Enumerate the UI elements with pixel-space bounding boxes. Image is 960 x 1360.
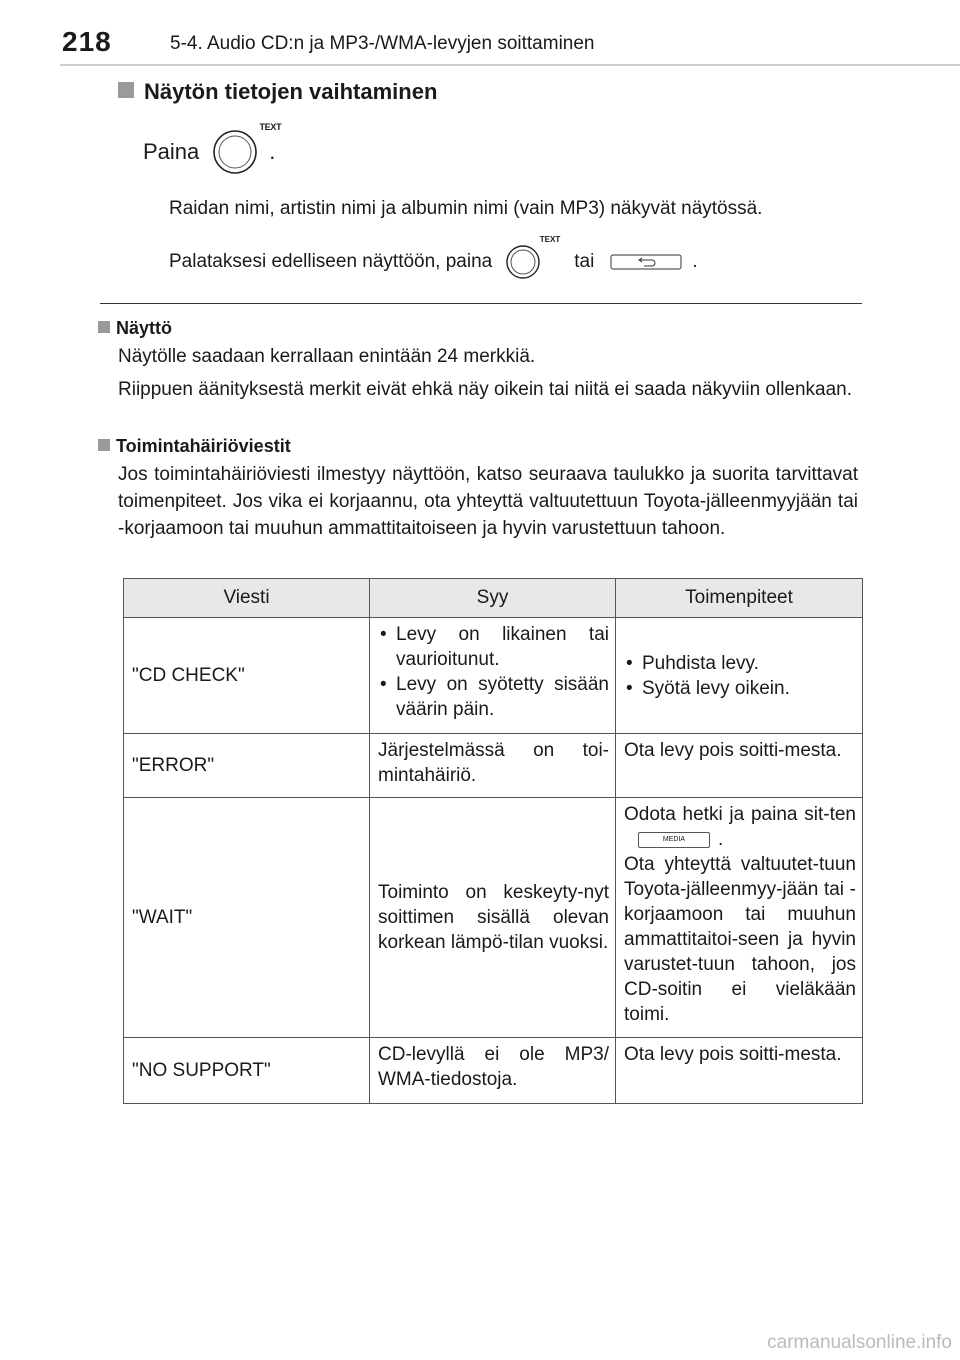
table-row xyxy=(124,734,863,798)
instruction-line xyxy=(143,122,282,176)
square-bullet-icon xyxy=(118,82,134,98)
message-cell: "NO SUPPORT" xyxy=(124,1038,370,1104)
action-text: . xyxy=(718,829,724,850)
cause-cell: Järjestelmässä on toi-mintahäiriö. xyxy=(370,734,616,798)
square-bullet-icon xyxy=(98,439,110,451)
list-item: • Puhdista levy. xyxy=(624,651,856,676)
note-heading-text: Toimintahäiriöviestit xyxy=(116,436,291,456)
return-suffix: . xyxy=(692,251,698,272)
section-heading xyxy=(118,79,437,105)
return-middle: tai xyxy=(574,251,595,272)
note-paragraph: Riippuen äänityksestä merkit eivät ehkä näy oikein tai niitä ei saada näkyviin ollenkaan. xyxy=(118,379,853,400)
section-divider xyxy=(100,303,862,304)
note-paragraph: Näytölle saadaan kerrallaan enintään 24 merkkiä. xyxy=(118,346,536,367)
section-heading-text: Näytön tietojen vaihtaminen xyxy=(144,79,438,104)
table-row xyxy=(124,618,863,734)
text-knob-icon xyxy=(211,122,282,176)
list-item: • Levy on likainen tai vaurioitunut. xyxy=(378,622,609,672)
return-prefix: Palataksesi edelliseen näyttöön, paina xyxy=(169,251,493,272)
action-text: Odota hetki ja paina sit-ten xyxy=(624,804,856,825)
square-bullet-icon xyxy=(98,321,110,333)
message-cell: "WAIT" xyxy=(124,798,370,1038)
cause-cell: Toiminto on keskeyty-nyt soittimen sisällä olevan korkean lämpö-tilan vuoksi. xyxy=(370,798,616,1038)
column-header: Viesti xyxy=(124,579,370,618)
return-instruction xyxy=(169,235,698,281)
column-header: Syy xyxy=(370,579,616,618)
action-cell xyxy=(616,798,863,1038)
list-item: • Syötä levy oikein. xyxy=(624,676,856,701)
action-cell xyxy=(616,618,863,734)
section-title: 5-4. Audio CD:n ja MP3-/WMA-levyjen soittaminen xyxy=(170,33,595,54)
cause-list xyxy=(378,622,609,722)
page-number: 218 xyxy=(62,26,112,57)
watermark: carmanualsonline.info xyxy=(767,1332,952,1353)
note-heading xyxy=(98,318,172,339)
action-cell: Ota levy pois soitti-mesta. xyxy=(616,1038,863,1104)
table-header-row xyxy=(124,579,863,618)
instruction-suffix: . xyxy=(269,139,276,164)
list-item: • Levy on syötetty sisään väärin päin. xyxy=(378,672,609,722)
knob-label: TEXT xyxy=(539,235,561,244)
table-row xyxy=(124,1038,863,1104)
action-list xyxy=(624,651,856,701)
media-button-icon: MEDIA xyxy=(638,832,710,848)
knob-label: TEXT xyxy=(259,122,282,132)
message-cell: "CD CHECK" xyxy=(124,618,370,734)
paragraph: Raidan nimi, artistin nimi ja albumin nimi (vain MP3) näkyvät näytössä. xyxy=(169,198,763,219)
instruction-prefix: Paina xyxy=(143,139,200,164)
message-cell: "ERROR" xyxy=(124,734,370,798)
table-row xyxy=(124,798,863,1038)
action-cell: Ota levy pois soitti-mesta. xyxy=(616,734,863,798)
text-knob-icon xyxy=(504,235,561,281)
note-paragraph: Jos toimintahäiriöviesti ilmestyy näyttöön, katso seuraava taulukko ja suorita tarvittavat toimenpiteet. Jos vika ei korjaannu, ota yhteyttä valtuutettuun Toyota-jälleenmyyjään tai -korjaamoon tai muuhun ammattitaitoiseen ja hyvin varustettuun tahoon. xyxy=(118,464,858,539)
note-heading xyxy=(98,436,291,457)
note-heading-text: Näyttö xyxy=(116,318,173,338)
back-button-icon xyxy=(610,254,682,270)
cause-cell: CD-levyllä ei ole MP3/ WMA-tiedostoja. xyxy=(370,1038,616,1104)
cause-cell xyxy=(370,618,616,734)
error-message-table xyxy=(123,578,863,1104)
column-header: Toimenpiteet xyxy=(616,579,863,618)
action-text: Ota yhteyttä valtuutet-tuun Toyota-jälleenmyy-jään tai -korjaamoon tai muuhun ammattitaitoi-seen ja hyvin varustet-tuun tahoon, jos CD-soitin ei vieläkään toimi. xyxy=(624,854,856,1025)
header-divider xyxy=(60,64,960,66)
